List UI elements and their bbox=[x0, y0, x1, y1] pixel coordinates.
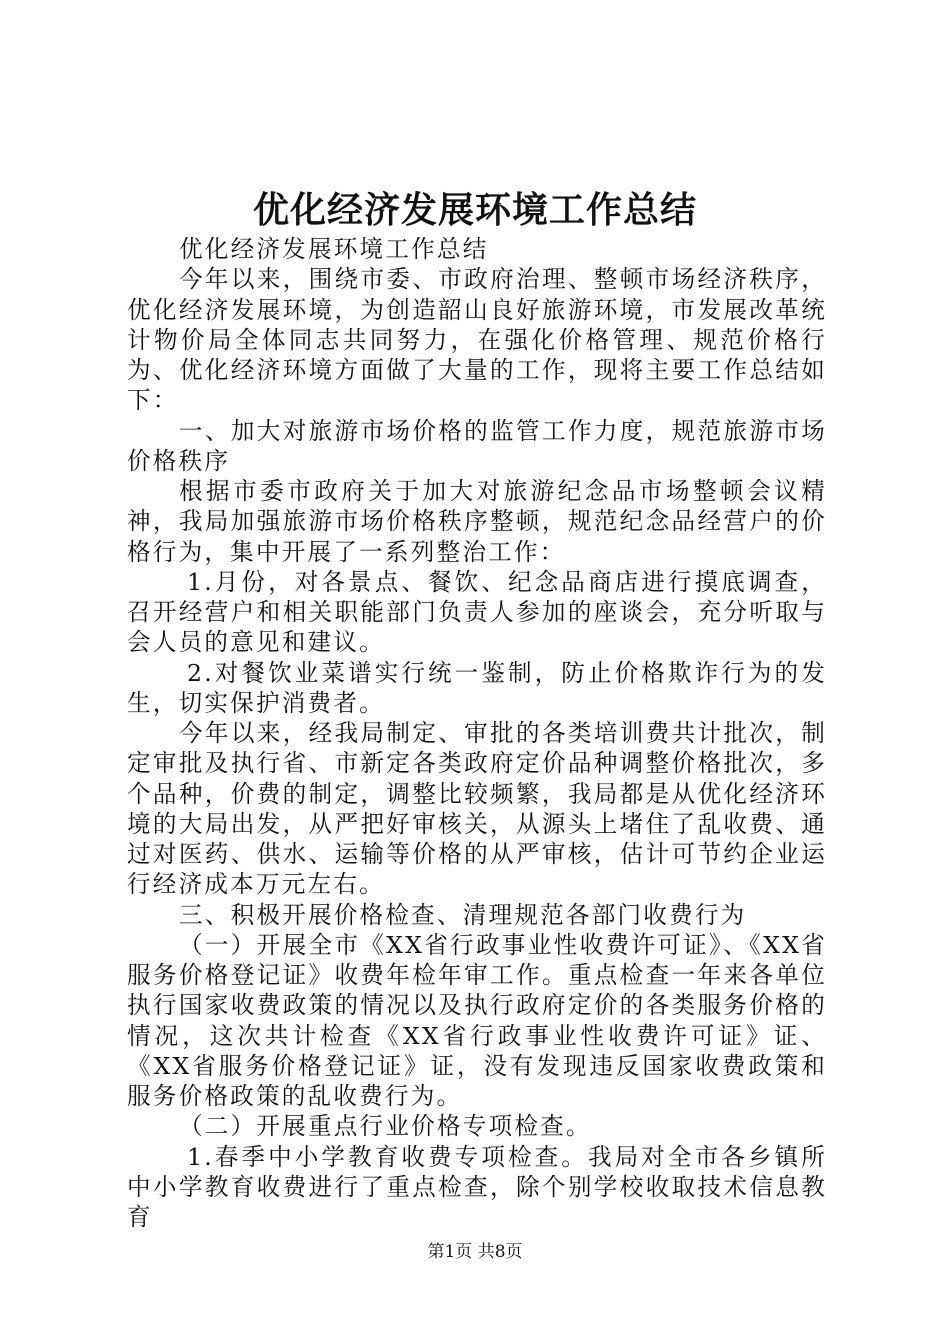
paragraph: 今年以来，经我局制定、审批的各类培训费共计批次，制定审批及执行省、市新定各类政府定价品种调整价格批次，多个品种，价费的制定，调整比较频繁，我局都是从优化经济环境的大局出发，从严把好审核关，从源头上堵住了乱收费、通过对医药、供水、运输等价格的从严审核，估计可节约企业运行经济成本万元左右。 bbox=[127, 719, 827, 899]
subsection-1: （一）开展全市《XX省行政事业性收费许可证》、《XX省服务价格登记证》收费年检年审工作。重点检查一年来各单位执行国家收费政策的情况以及执行政府定价的各类服务价格的情况，这次共计检查《XX省行政事业性收费许可证》证、《XX省服务价格登记证》证，没有发现违反国家收费政策和服务价格政策的乱收费行为。 bbox=[127, 930, 827, 1110]
list-item: 2.对餐饮业菜谱实行统一鉴制，防止价格欺诈行为的发生，切实保护消费者。 bbox=[127, 658, 827, 717]
document-body bbox=[127, 234, 827, 1232]
paragraph-subtitle: 优化经济发展环境工作总结 bbox=[179, 235, 489, 263]
paragraph-intro: 今年以来，围绕市委、市政府治理、整顿市场经济秩序，优化经济发展环境，为创造韶山良好旅游环境，市发展改革统计物价局全体同志共同努力，在强化价格管理、规范价格行为、优化经济环境方面做了大量的工作，现将主要工作总结如下： bbox=[127, 265, 827, 415]
document-title: 优化经济发展环境工作总结 bbox=[252, 189, 697, 231]
list-item: 1.月份，对各景点、餐饮、纪念品商店进行摸底调查，召开经营户和相关职能部门负责人参加的座谈会，充分听取与会人员的意见和建议。 bbox=[127, 567, 827, 657]
section-heading-3: 三、积极开展价格检查、清理规范各部门收费行为 bbox=[179, 900, 747, 929]
section-heading-1: 一、加大对旅游市场价格的监管工作力度，规范旅游市场价格秩序 bbox=[127, 416, 827, 475]
paragraph: 根据市委市政府关于加大对旅游纪念品市场整顿会议精神，我局加强旅游市场价格秩序整顿，规范纪念品经营户的价格行为，集中开展了一系列整治工作： bbox=[127, 477, 827, 566]
subsection-2: （二）开展重点行业价格专项检查。 bbox=[179, 1112, 592, 1141]
list-item: 1.春季中小学教育收费专项检查。我局对全市各乡镇所中小学教育收费进行了重点检查，除个别学校收取技术信息教育 bbox=[127, 1142, 827, 1231]
page-footer: 第1页 共8页 bbox=[427, 1242, 523, 1262]
